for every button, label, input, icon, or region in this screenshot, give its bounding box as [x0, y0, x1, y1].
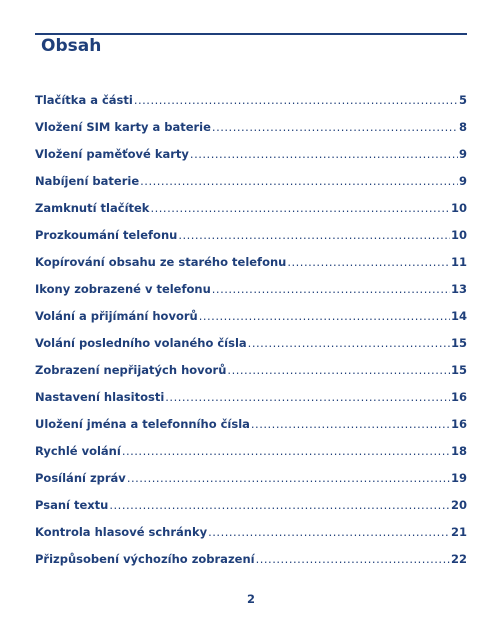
toc-entry-title: Uložení jména a telefonního čísla — [35, 417, 250, 431]
toc-entry-page: 9 — [458, 174, 467, 188]
toc-leader-dots — [208, 525, 450, 539]
toc-entry-title: Kontrola hlasové schránky — [35, 525, 208, 539]
toc-leader-dots — [256, 552, 450, 566]
toc-entry-page: 22 — [450, 552, 467, 566]
toc-entry[interactable] — [35, 444, 467, 471]
toc-entry-page: 5 — [458, 93, 467, 107]
toc-entry-page: 10 — [450, 201, 467, 215]
toc-entry-title: Nabíjení baterie — [35, 174, 140, 188]
page-title: Obsah — [41, 36, 102, 56]
toc-entry-page: 15 — [450, 336, 467, 350]
toc-entry[interactable] — [35, 282, 467, 309]
toc-entry-page: 19 — [450, 471, 467, 485]
toc-entry-title: Rychlé volání — [35, 444, 121, 458]
toc-entry-title: Tlačítka a části — [35, 93, 133, 107]
toc-entry[interactable] — [35, 309, 467, 336]
toc-entry[interactable] — [35, 120, 467, 147]
toc-entry[interactable] — [35, 390, 467, 417]
toc-entry[interactable] — [35, 174, 467, 201]
toc-leader-dots — [190, 147, 458, 161]
toc-entry-page: 20 — [450, 498, 467, 512]
toc-entry-page: 18 — [450, 444, 467, 458]
toc-entry-title: Přizpůsobení výchozího zobrazení — [35, 552, 255, 566]
table-of-contents — [35, 93, 467, 579]
toc-entry-page: 10 — [450, 228, 467, 242]
toc-leader-dots — [248, 336, 450, 350]
toc-entry-page: 13 — [450, 282, 467, 296]
toc-entry[interactable] — [35, 201, 467, 228]
toc-leader-dots — [127, 471, 450, 485]
toc-entry-title: Prozkoumání telefonu — [35, 228, 178, 242]
toc-entry[interactable] — [35, 336, 467, 363]
toc-entry-page: 15 — [450, 363, 467, 377]
toc-entry[interactable] — [35, 93, 467, 120]
toc-entry[interactable] — [35, 417, 467, 444]
toc-leader-dots — [140, 174, 458, 188]
toc-entry[interactable] — [35, 363, 467, 390]
toc-entry[interactable] — [35, 498, 467, 525]
toc-leader-dots — [178, 228, 450, 242]
toc-entry[interactable] — [35, 471, 467, 498]
toc-entry-page: 16 — [450, 417, 467, 431]
toc-entry-page: 8 — [458, 120, 467, 134]
toc-leader-dots — [122, 444, 450, 458]
toc-entry-title: Nastavení hlasitosti — [35, 390, 165, 404]
toc-entry-page: 16 — [450, 390, 467, 404]
toc-leader-dots — [251, 417, 450, 431]
toc-leader-dots — [212, 282, 450, 296]
toc-entry-page: 14 — [450, 309, 467, 323]
page-number: 2 — [246, 592, 255, 606]
toc-entry-title: Ikony zobrazené v telefonu — [35, 282, 211, 296]
toc-entry[interactable] — [35, 228, 467, 255]
toc-entry-title: Kopírování obsahu ze starého telefonu — [35, 255, 287, 269]
toc-leader-dots — [150, 201, 450, 215]
heading-rule — [35, 33, 467, 35]
toc-entry-title: Psaní textu — [35, 498, 109, 512]
toc-entry-page: 21 — [450, 525, 467, 539]
toc-entry-title: Zobrazení nepřijatých hovorů — [35, 363, 227, 377]
toc-entry-page: 11 — [450, 255, 467, 269]
toc-leader-dots — [287, 255, 450, 269]
toc-entry[interactable] — [35, 552, 467, 579]
toc-entry-page: 9 — [458, 147, 467, 161]
toc-entry[interactable] — [35, 255, 467, 282]
toc-entry[interactable] — [35, 147, 467, 174]
toc-entry-title: Volání posledního volaného čísla — [35, 336, 247, 350]
toc-entry-title: Vložení SIM karty a baterie — [35, 120, 211, 134]
toc-leader-dots — [165, 390, 450, 404]
toc-leader-dots — [199, 309, 450, 323]
toc-entry-title: Posílání zpráv — [35, 471, 126, 485]
toc-entry-title: Zamknutí tlačítek — [35, 201, 150, 215]
toc-leader-dots — [134, 93, 458, 107]
toc-entry-title: Vložení paměťové karty — [35, 147, 189, 161]
toc-leader-dots — [212, 120, 458, 134]
toc-entry-title: Volání a přijímání hovorů — [35, 309, 198, 323]
toc-entry[interactable] — [35, 525, 467, 552]
toc-leader-dots — [109, 498, 450, 512]
toc-leader-dots — [227, 363, 450, 377]
